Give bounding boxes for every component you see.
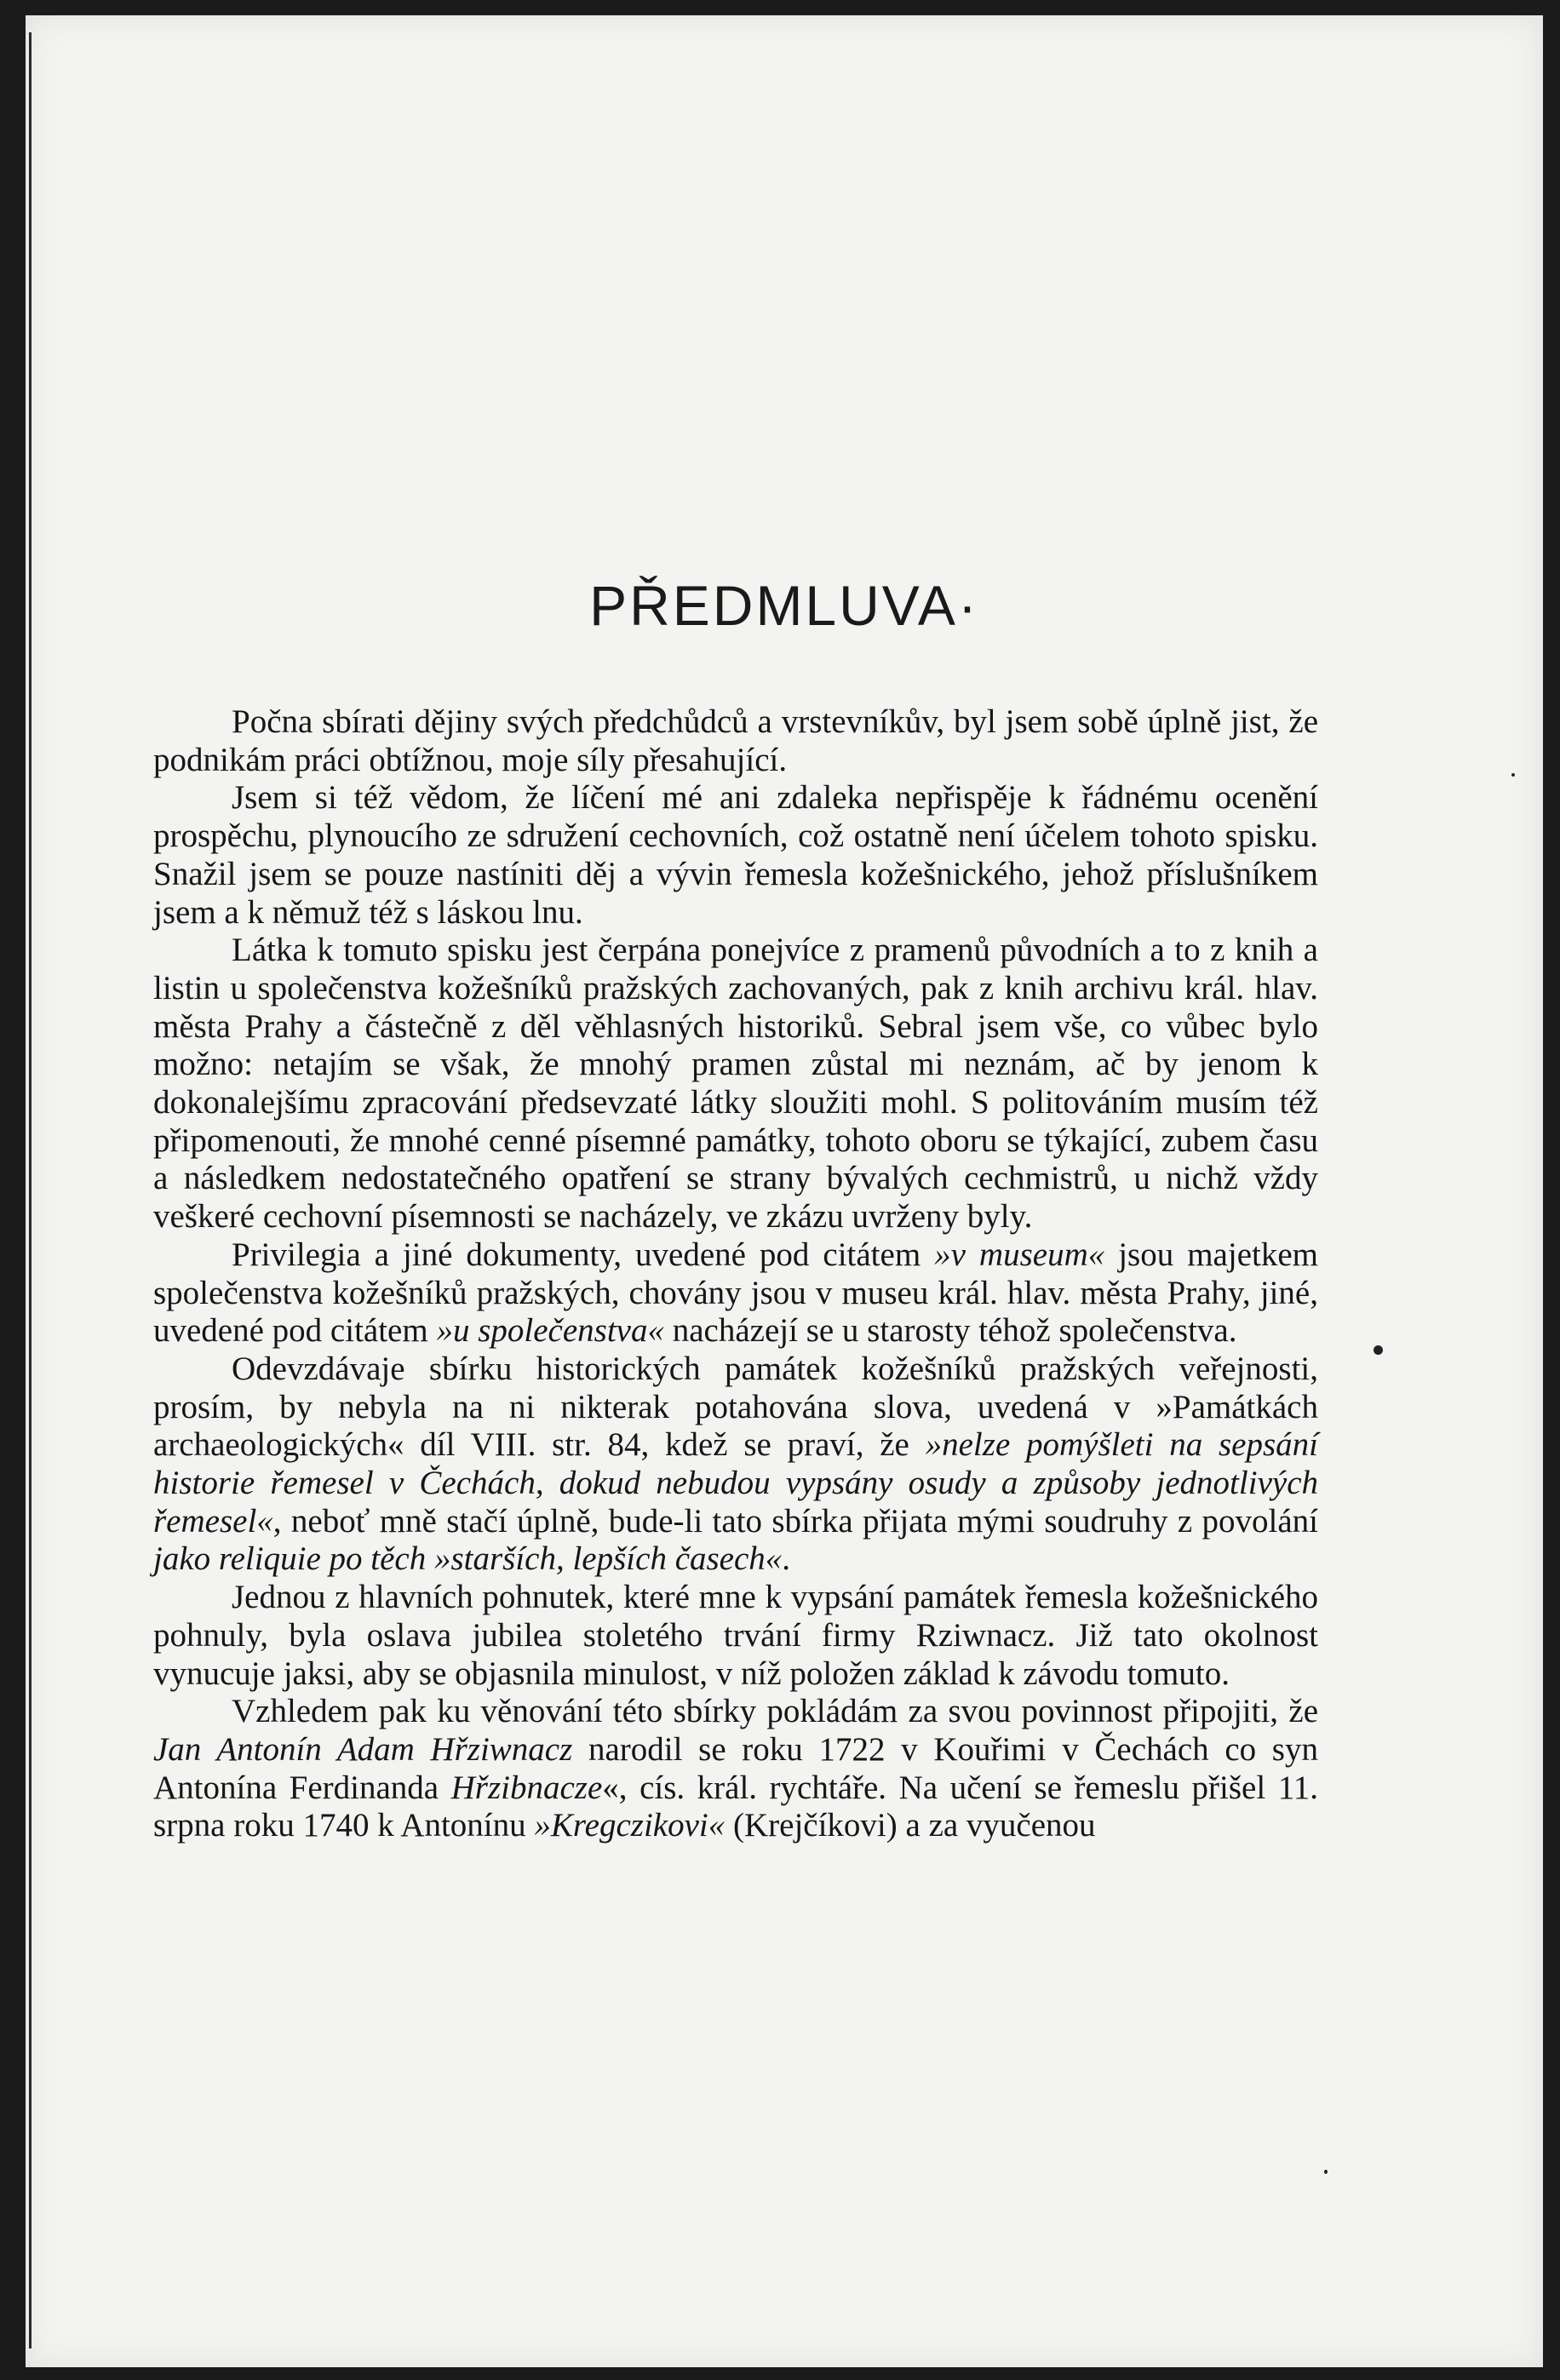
- ink-speck: [1374, 1345, 1383, 1355]
- ink-speck: [1511, 773, 1515, 777]
- italic-run: »v museum«: [934, 1236, 1105, 1273]
- paragraph: [153, 703, 1318, 779]
- text-run: Odevzdávaje sbírku historických památek kožešníků pražských veřejnosti, prosím, by nebyla na ni nikterak potahována slova, uvedená v »Památkách archaeologických« díl VIII. str. 84, kdež se praví, že: [153, 1350, 1318, 1464]
- text-run: Vzhledem pak ku věnování této sbírky pokládám za svou povinnost připojiti, že: [232, 1693, 1318, 1730]
- text-run: (Krejčíkovi) a za vyučenou: [725, 1807, 1096, 1844]
- text-run: narodil se roku 1722 v Kouřimi v Čechách co syn Antonína Ferdinanda: [153, 1730, 1318, 1806]
- italic-run: »u společenstva«: [436, 1312, 664, 1350]
- page-edge-line: [29, 32, 32, 2348]
- text-run: Počna sbírati dějiny svých předchůdců a vrstevníkův, byl jsem sobě úplně jist, že podnikám práci obtížnou, moje síly přesahující.: [153, 703, 1318, 778]
- ink-speck: [1324, 2170, 1328, 2174]
- italic-run: Jan Antonín Adam Hřziwnacz: [153, 1730, 573, 1768]
- text-run: «, cís. král. rychtáře. Na učení se řemeslu přišel 11. srpna roku 1740 k Antonínu: [153, 1769, 1318, 1844]
- page-title: PŘEDMLUVA·: [589, 574, 979, 637]
- text-run: , neboť mně stačí úplně, bude-li tato sbírka přijata mými soudruhy z povolání: [272, 1502, 1318, 1540]
- text-run: Privilegia a jiné dokumenty, uvedené pod citátem: [232, 1236, 935, 1273]
- text-run: jsou majetkem společenstva kožešníků pražských, chovány jsou v museu král. hlav. města Prahy, jiné, uvedené pod citátem: [153, 1236, 1318, 1350]
- text-run: Jednou z hlavních pohnutek, které mne k vypsání památek řemesla kožešnického pohnuly, byla oslava jubilea stoletého trvání firmy Rziwnacz. Již tato okolnost vynucuje jaksi, aby se objasnila minulost, v níž položen základ k závodu tomuto.: [153, 1579, 1318, 1692]
- italic-run: »Kregczikovi«: [534, 1807, 726, 1844]
- paragraph: [153, 1579, 1318, 1693]
- italic-run: Hřzibnacze: [450, 1769, 603, 1806]
- paragraph: [153, 1351, 1318, 1579]
- text-run: nacházejí se u starosty téhož společenstva.: [663, 1312, 1237, 1350]
- italic-run: »nelze pomýšleti na sepsání historie řemesel v Čechách, dokud nebudou vypsány osudy a způsoby jednotlivých řemesel«: [153, 1426, 1318, 1540]
- paragraph: [153, 932, 1318, 1236]
- book-page: [26, 15, 1543, 2367]
- body-text: [153, 703, 1318, 1845]
- text-run: Látka k tomuto spisku jest čerpána ponejvíce z pramenů původních a to z knih a listin u společenstva kožešníků pražských zachovaných, pak z knih archivu král. hlav. města Prahy a částečně z děl věhlasných historiků. Sebral jsem vše, co vůbec bylo možno: netajím se však, že mnohý pramen zůstal mi neznám, ač by jenom k dokonalejšímu zpracování předsevzaté látky sloužiti mohl. S politováním musím též připomenouti, že mnohé cenné písemné památky, tohoto oboru se týkající, zubem času a následkem nedostatečného opatření se strany bývalých cechmistrů, u nichž vždy veškeré cechovní písemnosti se nacházely, ve zkázu uvrženy byly.: [153, 932, 1318, 1236]
- italic-run: jako reliquie po těch »starších, lepších časech«: [153, 1540, 783, 1578]
- paragraph: [153, 1693, 1318, 1845]
- paragraph: [153, 779, 1318, 932]
- paragraph: [153, 1236, 1318, 1351]
- text-run: .: [782, 1540, 791, 1578]
- text-run: Jsem si též vědom, že líčení mé ani zdaleka nepřispěje k řádnému ocenění prospěchu, plynoucího ze sdružení cechovních, což ostatně není účelem tohoto spisku. Snažil jsem se pouze nastíniti děj a vývin řemesla kožešnického, jehož příslušníkem jsem a k němuž též s láskou lnu.: [153, 779, 1318, 931]
